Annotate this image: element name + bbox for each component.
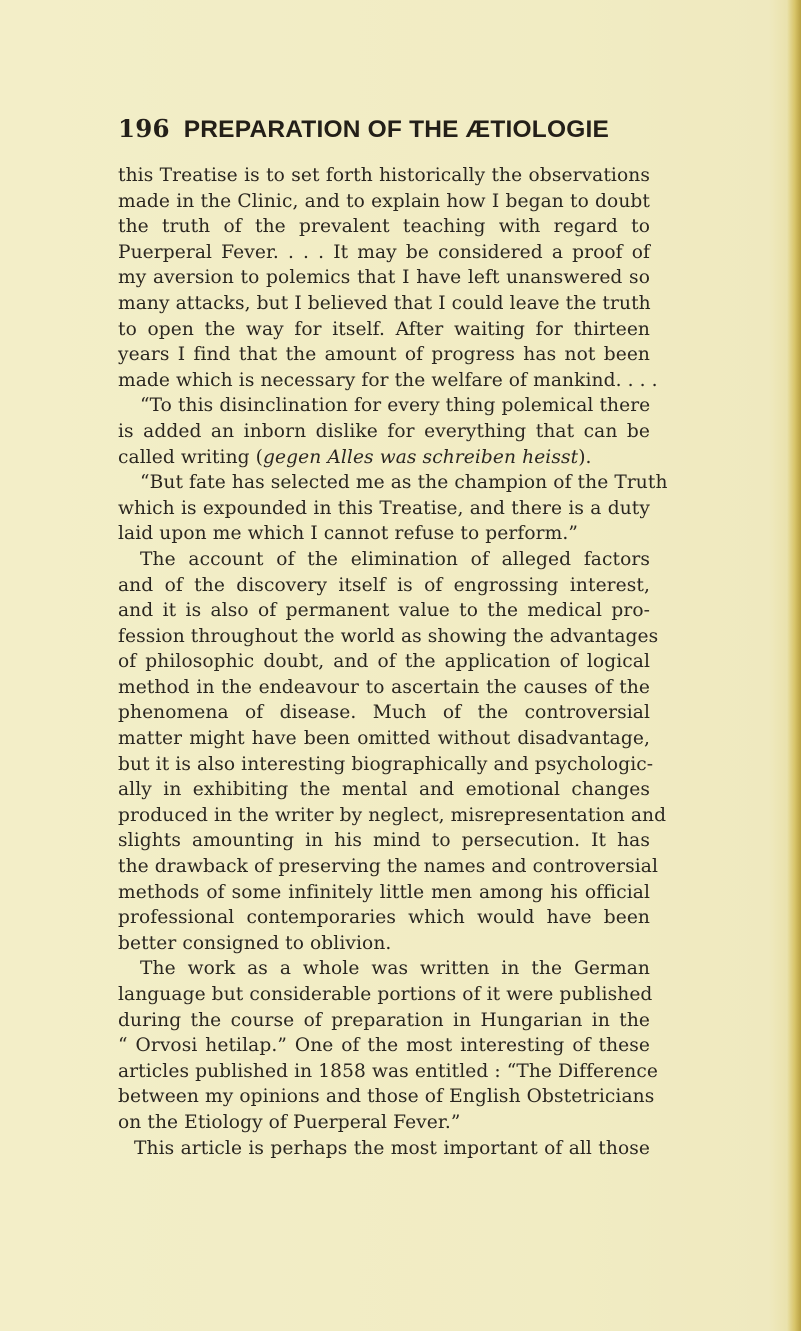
text-line: “To this disinclination for every thing polemical there — [140, 395, 651, 417]
text-line: the drawback of preserving the names and controversial — [118, 856, 659, 878]
text-line: and of the discovery itself is of engrossing interest, — [118, 574, 650, 596]
text-line: during the course of preparation in Hungarian in the — [118, 1009, 650, 1031]
text-line: many attacks, but I believed that I could leave the truth — [118, 292, 651, 314]
text-line: is added an inborn dislike for everything that can be — [118, 420, 650, 442]
text-line: The account of the elimination of alleged factors — [140, 548, 650, 570]
page-edge-shading — [787, 0, 801, 1331]
text-line: which is expounded in this Treatise, and there is a duty — [118, 497, 650, 519]
text-line: language but considerable portions of it were published — [118, 984, 653, 1005]
text-line: produced in the writer by neglect, misrepresentation and — [118, 804, 667, 826]
text-line: phenomena of disease. Much of the controversial — [118, 702, 650, 724]
text-line: made in the Clinic, and to explain how I began to doubt — [118, 190, 650, 212]
text-line: on the Etiology of Puerperal Fever.” — [118, 1111, 461, 1133]
text-line: slights amounting in his mind to persecution. It has — [118, 830, 650, 852]
text-line: professional contemporaries which would have been — [118, 907, 650, 929]
body-text — [118, 163, 668, 1161]
text-line: matter might have been omitted without disadvantage, — [118, 728, 650, 750]
text-line: and it is also of permanent value to the medical pro- — [118, 600, 650, 622]
running-header — [118, 114, 658, 146]
text-line: this Treatise is to set forth historically the observations — [118, 165, 650, 186]
text-line: The work as a whole was written in the German — [140, 958, 650, 980]
text-line: between my opinions and those of English Obstetricians — [118, 1086, 655, 1108]
text-fragment: ). — [578, 446, 592, 468]
text-line: method in the endeavour to ascertain the causes of the — [118, 676, 650, 698]
text-line-with-italic — [118, 445, 650, 471]
italic-german-phrase: gegen Alles was schreiben heisst — [263, 446, 579, 468]
text-line: “ Orvosi hetilap.” One of the most interesting of these — [118, 1035, 650, 1057]
text-line: methods of some infinitely little men among his official — [118, 881, 650, 903]
text-fragment: called writing ( — [118, 446, 264, 468]
text-line: of philosophic doubt, and of the application of logical — [118, 651, 650, 673]
text-line: ally in exhibiting the mental and emotional changes — [118, 779, 650, 801]
text-line: but it is also interesting biographically and psychologic- — [118, 753, 654, 775]
text-line: “But fate has selected me as the champion of the Truth — [140, 472, 668, 494]
running-title: PREPARATION OF THE ÆTIOLOGIE — [183, 116, 610, 143]
text-line: articles published in 1858 was entitled : “The Difference — [118, 1060, 658, 1082]
text-line: This article is perhaps the most important of all those — [134, 1137, 650, 1159]
text-line: years I find that the amount of progress has not been — [118, 344, 650, 366]
text-line: my aversion to polemics that I have left unanswered so — [118, 267, 650, 289]
page-number: 196 — [118, 114, 170, 143]
text-line: Puerperal Fever. . . . It may be considered a proof of — [118, 241, 650, 263]
text-line: better consigned to oblivion. — [118, 932, 392, 954]
text-line: the truth of the prevalent teaching with regard to — [118, 216, 650, 238]
text-line: fession throughout the world as showing the advantages — [118, 625, 659, 647]
text-line: made which is necessary for the welfare of mankind. . . . — [118, 369, 658, 391]
text-line: laid upon me which I cannot refuse to perform.” — [118, 523, 579, 545]
text-line: to open the way for itself. After waiting for thirteen — [118, 318, 650, 340]
